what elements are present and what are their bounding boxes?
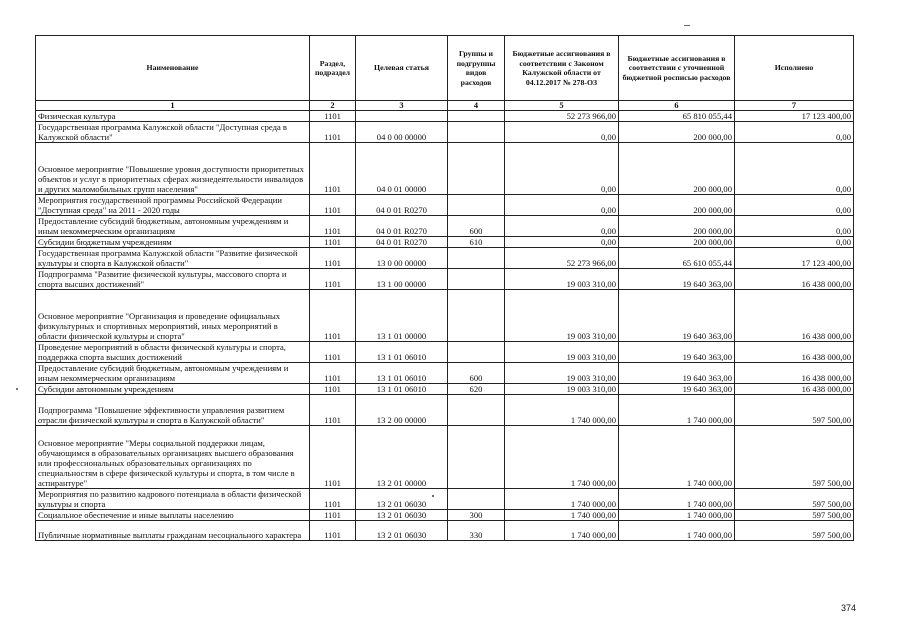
header-row — [36, 36, 854, 101]
cell-law-amount: 0,00 — [505, 216, 619, 237]
table-row — [36, 248, 854, 269]
cell-refined-amount: 1 740 000,00 — [619, 510, 735, 521]
cell-target-article — [356, 111, 448, 122]
cell-expense-group: 620 — [448, 384, 505, 395]
cell-target-article: 04 0 00 00000 — [356, 122, 448, 143]
col-header-law: Бюджетные ассигнования в соответствии с Законом Калужской области от 04.12.2017 № 278-ОЗ — [505, 36, 619, 101]
cell-expense-group — [448, 248, 505, 269]
cell-name: Государственная программа Калужской области "Развитие физической культуры и спорта в Калужской области" — [36, 248, 310, 269]
cell-expense-group: 300 — [448, 510, 505, 521]
cell-name: Предоставление субсидий бюджетным, автономным учреждениям и иным некоммерческим организациям — [36, 363, 310, 384]
cell-refined-amount: 200 000,00 — [619, 237, 735, 248]
cell-expense-group — [448, 122, 505, 143]
cell-section: 1101 — [310, 521, 356, 541]
cell-expense-group — [448, 426, 505, 489]
cell-refined-amount: 200 000,00 — [619, 143, 735, 195]
cell-refined-amount: 1 740 000,00 — [619, 489, 735, 510]
cell-refined-amount: 1 740 000,00 — [619, 521, 735, 541]
cell-executed-amount: 16 438 000,00 — [735, 290, 854, 342]
col-header-group: Группы и подгруппы видов расходов — [448, 36, 505, 101]
cell-expense-group — [448, 395, 505, 426]
cell-refined-amount: 200 000,00 — [619, 216, 735, 237]
cell-law-amount: 19 003 310,00 — [505, 269, 619, 290]
col-header-refined: Бюджетные ассигнования в соответствии с уточненной бюджетной росписью расходов — [619, 36, 735, 101]
cell-section: 1101 — [310, 363, 356, 384]
budget-table-body — [36, 111, 854, 541]
cell-expense-group: 600 — [448, 363, 505, 384]
cell-name: Мероприятия по развитию кадрового потенциала в области физической культуры и спорта — [36, 489, 310, 510]
cell-executed-amount: 597 500,00 — [735, 521, 854, 541]
cell-expense-group — [448, 489, 505, 510]
table-row — [36, 426, 854, 489]
cell-executed-amount: 597 500,00 — [735, 489, 854, 510]
cell-name: Подпрограмма "Развитие физической культуры, массового спорта и спорта высших достижений" — [36, 269, 310, 290]
cell-section: 1101 — [310, 510, 356, 521]
cell-name: Подпрограмма "Повышение эффективности управления развитием отрасли физической культуры и спорта в Калужской области" — [36, 395, 310, 426]
table-row — [36, 195, 854, 216]
cell-name: Субсидии автономным учреждениям — [36, 384, 310, 395]
table-row — [36, 521, 854, 541]
cell-expense-group — [448, 269, 505, 290]
cell-target-article: 13 2 01 00000 — [356, 426, 448, 489]
cell-target-article: 13 1 00 00000 — [356, 269, 448, 290]
cell-refined-amount: 200 000,00 — [619, 195, 735, 216]
cell-section: 1101 — [310, 195, 356, 216]
cell-expense-group — [448, 290, 505, 342]
cell-target-article: 04 0 01 R0270 — [356, 237, 448, 248]
cell-section: 1101 — [310, 248, 356, 269]
cell-target-article: 13 2 01 06030 — [356, 510, 448, 521]
cell-name: Мероприятия государственной программы Российской Федерации "Доступная среда" на 2011 - 2020 годы — [36, 195, 310, 216]
page-number: 374 — [841, 603, 857, 613]
budget-table — [35, 35, 854, 541]
cell-law-amount: 19 003 310,00 — [505, 290, 619, 342]
cell-name: Основное мероприятие "Организация и проведение официальных физкультурных и спортивных мероприятий, иных мероприятий в области физической культуры и спорта" — [36, 290, 310, 342]
cell-expense-group — [448, 342, 505, 363]
cell-law-amount: 0,00 — [505, 195, 619, 216]
cell-executed-amount: 597 500,00 — [735, 510, 854, 521]
col-header-section: Раздел, подраздел — [310, 36, 356, 101]
cell-expense-group — [448, 111, 505, 122]
cell-target-article: 13 1 01 06010 — [356, 342, 448, 363]
cell-refined-amount: 65 610 055,44 — [619, 248, 735, 269]
cell-executed-amount: 597 500,00 — [735, 395, 854, 426]
cell-expense-group: 600 — [448, 216, 505, 237]
cell-law-amount: 52 273 966,00 — [505, 111, 619, 122]
cell-name: Проведение мероприятий в области физической культуры и спорта, поддержка спорта высших достижений — [36, 342, 310, 363]
cell-executed-amount: 0,00 — [735, 143, 854, 195]
col-number: 1 — [36, 101, 310, 111]
table-row — [36, 384, 854, 395]
cell-law-amount: 1 740 000,00 — [505, 489, 619, 510]
cell-target-article: 13 1 01 06010 — [356, 363, 448, 384]
col-number: 4 — [448, 101, 505, 111]
cell-name: Субсидии бюджетным учреждениям — [36, 237, 310, 248]
cell-refined-amount: 19 640 363,00 — [619, 363, 735, 384]
cell-refined-amount: 19 640 363,00 — [619, 290, 735, 342]
cell-section: 1101 — [310, 237, 356, 248]
cell-target-article: 13 2 00 00000 — [356, 395, 448, 426]
cell-executed-amount: 16 438 000,00 — [735, 384, 854, 395]
cell-expense-group — [448, 143, 505, 195]
cell-refined-amount: 1 740 000,00 — [619, 395, 735, 426]
cell-name: Государственная программа Калужской области "Доступная среда в Калужской области" — [36, 122, 310, 143]
cell-executed-amount: 0,00 — [735, 237, 854, 248]
cell-expense-group: 330 — [448, 521, 505, 541]
cell-name: Основное мероприятие "Повышение уровня доступности приоритетных объектов и услуг в приоритетных сферах жизнедеятельности инвалидов и других маломобильных групп населения" — [36, 143, 310, 195]
table-row — [36, 111, 854, 122]
cell-expense-group — [448, 195, 505, 216]
cell-executed-amount: 16 438 000,00 — [735, 342, 854, 363]
cell-executed-amount: 16 438 000,00 — [735, 363, 854, 384]
cell-target-article: 04 0 01 R0270 — [356, 195, 448, 216]
cell-name: Публичные нормативные выплаты гражданам несоциального характера — [36, 521, 310, 541]
cell-law-amount: 0,00 — [505, 143, 619, 195]
cell-section: 1101 — [310, 122, 356, 143]
cell-executed-amount: 17 123 400,00 — [735, 248, 854, 269]
cell-refined-amount: 19 640 363,00 — [619, 342, 735, 363]
col-header-target: Целевая статья — [356, 36, 448, 101]
cell-target-article: 13 2 01 06030 — [356, 489, 448, 510]
cell-target-article: 13 1 01 06010 — [356, 384, 448, 395]
col-number: 2 — [310, 101, 356, 111]
cell-name: Социальное обеспечение и иные выплаты населению — [36, 510, 310, 521]
cell-target-article: 13 1 01 00000 — [356, 290, 448, 342]
cell-target-article: 04 0 01 R0270 — [356, 216, 448, 237]
col-number: 6 — [619, 101, 735, 111]
cell-executed-amount: 0,00 — [735, 195, 854, 216]
cell-refined-amount: 19 640 363,00 — [619, 384, 735, 395]
cell-target-article: 04 0 01 00000 — [356, 143, 448, 195]
cell-law-amount: 19 003 310,00 — [505, 363, 619, 384]
table-row — [36, 363, 854, 384]
cell-executed-amount: 0,00 — [735, 122, 854, 143]
col-number: 7 — [735, 101, 854, 111]
cell-law-amount: 52 273 966,00 — [505, 248, 619, 269]
cell-executed-amount: 17 123 400,00 — [735, 111, 854, 122]
col-number: 3 — [356, 101, 448, 111]
cell-refined-amount: 65 810 055,44 — [619, 111, 735, 122]
cell-refined-amount: 19 640 363,00 — [619, 269, 735, 290]
cell-section: 1101 — [310, 395, 356, 426]
cell-expense-group: 610 — [448, 237, 505, 248]
cell-section: 1101 — [310, 111, 356, 122]
col-number: 5 — [505, 101, 619, 111]
cell-law-amount: 0,00 — [505, 122, 619, 143]
table-row — [36, 216, 854, 237]
cell-refined-amount: 200 000,00 — [619, 122, 735, 143]
table-row — [36, 489, 854, 510]
table-row — [36, 122, 854, 143]
col-header-name: Наименование — [36, 36, 310, 101]
cell-section: 1101 — [310, 290, 356, 342]
cell-target-article: 13 0 00 00000 — [356, 248, 448, 269]
cell-name: Основное мероприятие "Меры социальной поддержки лицам, обучающимся в образовательных организациях высшего образования или профессиональных образовательных организациях по специальностям в сфере физической культуры и спорта, в том числе в аспирантуре" — [36, 426, 310, 489]
table-row — [36, 395, 854, 426]
table-row — [36, 237, 854, 248]
cell-section: 1101 — [310, 216, 356, 237]
cell-section: 1101 — [310, 342, 356, 363]
cell-law-amount: 0,00 — [505, 237, 619, 248]
cell-target-article: 13 2 01 06030 — [356, 521, 448, 541]
cell-law-amount: 19 003 310,00 — [505, 342, 619, 363]
cell-executed-amount: 0,00 — [735, 216, 854, 237]
table-row — [36, 290, 854, 342]
table-row — [36, 143, 854, 195]
col-header-executed: Исполнено — [735, 36, 854, 101]
column-number-row — [36, 101, 854, 111]
cell-section: 1101 — [310, 269, 356, 290]
table-row — [36, 269, 854, 290]
cell-law-amount: 19 003 310,00 — [505, 384, 619, 395]
cell-law-amount: 1 740 000,00 — [505, 510, 619, 521]
cell-section: 1101 — [310, 143, 356, 195]
cell-section: 1101 — [310, 384, 356, 395]
cell-law-amount: 1 740 000,00 — [505, 426, 619, 489]
cell-law-amount: 1 740 000,00 — [505, 521, 619, 541]
cell-section: 1101 — [310, 426, 356, 489]
scan-dot — [16, 388, 18, 390]
cell-section: 1101 — [310, 489, 356, 510]
table-row — [36, 510, 854, 521]
table-row — [36, 342, 854, 363]
scan-mark — [684, 25, 690, 26]
cell-name: Предоставление субсидий бюджетным, автономным учреждениям и иным некоммерческим организациям — [36, 216, 310, 237]
cell-executed-amount: 597 500,00 — [735, 426, 854, 489]
cell-name: Физическая культура — [36, 111, 310, 122]
cell-refined-amount: 1 740 000,00 — [619, 426, 735, 489]
cell-executed-amount: 16 438 000,00 — [735, 269, 854, 290]
cell-law-amount: 1 740 000,00 — [505, 395, 619, 426]
